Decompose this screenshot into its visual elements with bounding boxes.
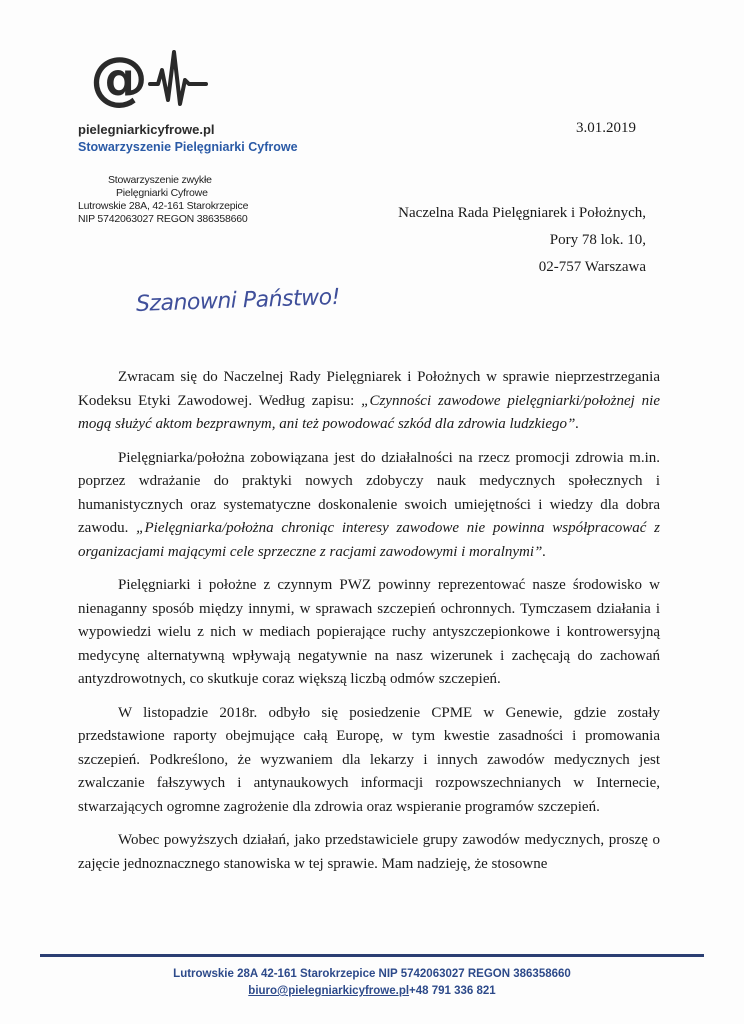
- handwritten-greeting: Szanowni Państwo!: [135, 284, 341, 317]
- stamp-line: NIP 5742063027 REGON 386358660: [78, 213, 248, 225]
- svg-text:@: @: [90, 44, 148, 112]
- paragraph: Pielęgniarki i położne z czynnym PWZ powinny reprezentować nasze środowisko w nienaganny sposób między innymi, w sprawach szczepień ochronnych. Tymczasem działania i wypowiedzi wielu z nich w mediach popierające ruchy antyszczepionkowe i kontrowersyjną medycynę alternatywną wpływają negatywnie na nasz wizerunek i zachęcają do zachowań antyzdrowotnych, co skutkuje coraz większą liczbą odmów szczepień.: [78, 577, 660, 687]
- recipient-line: Naczelna Rada Pielęgniarek i Położnych,: [398, 205, 646, 221]
- paragraph: W listopadzie 2018r. odbyło się posiedzenie CPME w Genewie, gdzie zostały przedstawione raporty obejmujące całą Europę, w tym kwestie zasadności i promowania szczepień. Podkreślono, że wyzwaniem dla lekarzy i innych zawodów medycznych jest zwalczanie fałszywych i antynaukowych informacji rozpowszechnianych w Internecie, stwarzających ogromne zagrożenie dla zdrowia oraz wspieranie programów szczepień.: [78, 704, 660, 815]
- footer-phone: +48 791 336 821: [409, 985, 496, 997]
- site-name: pielegniarkicyfrowe.pl: [78, 122, 215, 137]
- paragraph-text: Zwracam się do Naczelnej Rady Pielęgniarek i Położnych w sprawie nieprzestrzegania Kodeksu Etyki Zawodowej. Według zapisu:: [78, 369, 660, 409]
- organization-name: Stowarzyszenie Pielęgniarki Cyfrowe: [78, 140, 298, 154]
- paragraph: [78, 447, 660, 565]
- letter-body: [78, 366, 660, 886]
- paragraph: Wobec powyższych działań, jako przedstawiciele grupy zawodów medycznych, proszę o zajęcie jednoznacznego stanowiska w tej sprawie. Mam nadzieję, że stosowne: [78, 832, 660, 872]
- paragraph-text: Pielęgniarka/położna zobowiązana jest do działalności na rzecz promocji zdrowia m.in. poprzez wdrażanie do praktyki nowych zdobyczy nauk medycznych społecznych i humanistycznych oraz systematyczne doskonalenie swoich umiejętności i wiedzy dla dobra zawodu.: [78, 449, 660, 536]
- footer-contact: [0, 985, 744, 997]
- stamp-line: Stowarzyszenie zwykłe: [108, 174, 212, 186]
- paragraph: [78, 366, 660, 437]
- recipient-line: 02-757 Warszawa: [538, 259, 646, 275]
- letter-date: 3.01.2019: [576, 120, 636, 136]
- organization-stamp: [78, 174, 258, 226]
- recipient-address: [398, 200, 646, 281]
- quote-text: „Pielęgniarka/położna chroniąc interesy zawodowe nie powinna współpracować z organizacjami mającymi cele sprzeczne z racjami zawodowymi i moralnymi”.: [78, 520, 660, 560]
- footer-divider: [40, 954, 704, 957]
- at-heartbeat-logo: [88, 40, 208, 124]
- email-link[interactable]: biuro@pielegniarkicyfrowe.pl: [248, 985, 410, 997]
- quote-text: „Czynności zawodowe pielęgniarki/położnej nie mogą służyć aktom bezprawnym, ani też powodować szkód dla zdrowia ludzkiego”.: [78, 392, 660, 432]
- footer-address: Lutrowskie 28A 42-161 Starokrzepice NIP 5742063027 REGON 386358660: [173, 968, 571, 980]
- recipient-line: Pory 78 lok. 10,: [549, 232, 646, 248]
- stamp-line: Pielęgniarki Cyfrowe: [116, 187, 208, 199]
- stamp-line: Lutrowskie 28A, 42-161 Starokrzepice: [78, 200, 249, 212]
